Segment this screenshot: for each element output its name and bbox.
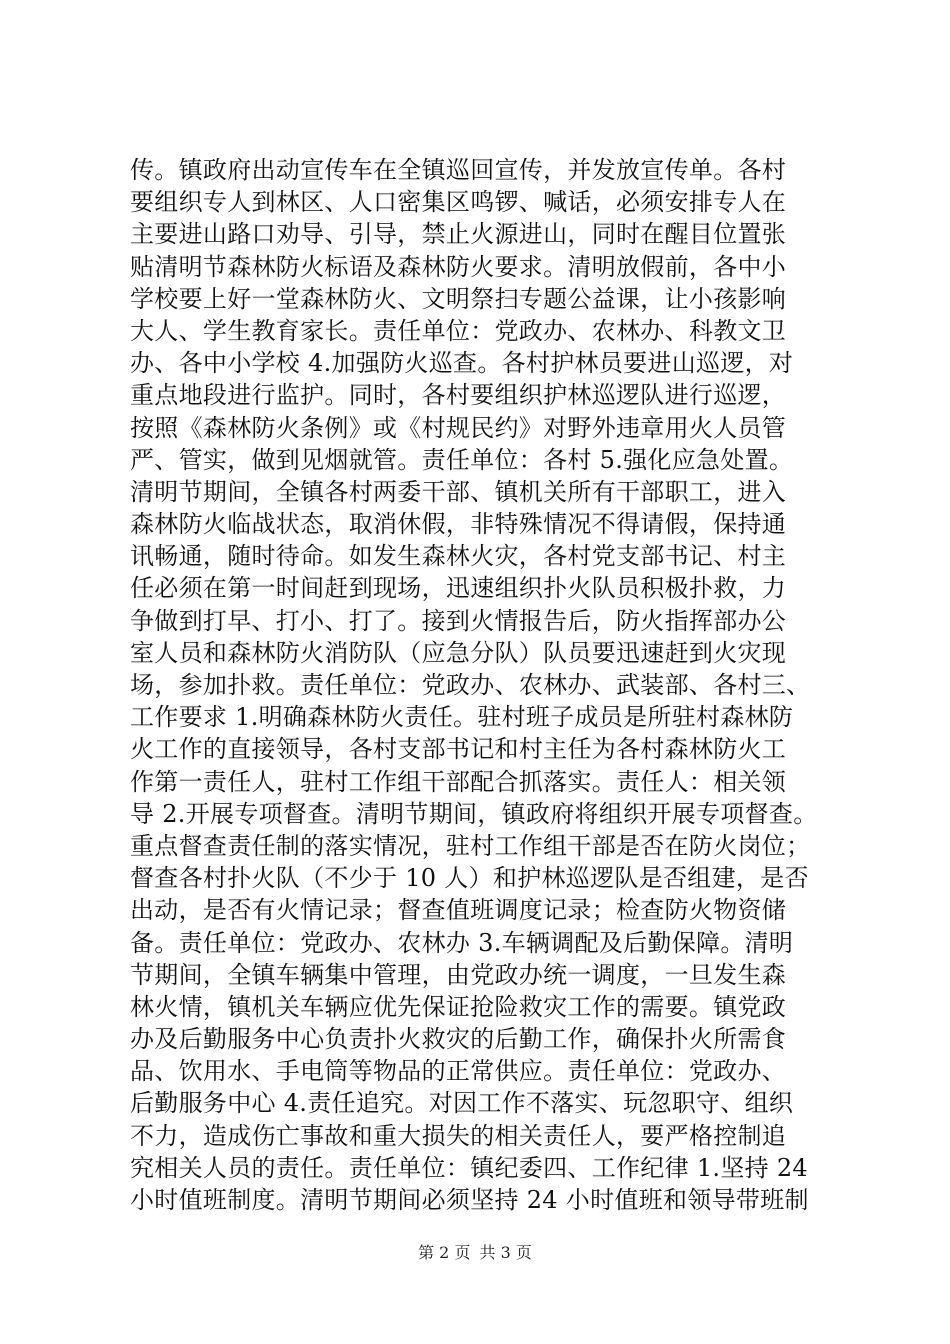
text-line: 重点地段进行监护。同时，各村要组织护林巡逻队进行巡逻，	[130, 381, 787, 410]
text-line: 节期间，全镇车辆集中管理，由党政办统一调度，一旦发生森	[130, 960, 787, 989]
text-line: 究相关人员的责任。责任单位：镇纪委四、工作纪律 1.坚持 24	[130, 1153, 808, 1182]
text-line: 工作要求 1.明确森林防火责任。驻村班子成员是所驻村森林防	[130, 703, 794, 732]
text-line: 场，参加扑救。责任单位：党政办、农林办、武装部、各村三、	[130, 671, 811, 699]
text-line: 品、饮用水、手电筒等物品的正常供应。责任单位：党政办、	[130, 1057, 787, 1086]
text-line: 督查各村扑火队（不少于 10 人）和护林巡逻队是否组建，是否	[130, 864, 809, 893]
text-line: 作第一责任人，驻村工作组干部配合抓落实。责任人：相关领	[130, 767, 787, 796]
text-line: 主要进山路口劝导、引导，禁止火源进山，同时在醒目位置张	[130, 220, 787, 249]
text-line: 要组织专人到林区、人口密集区鸣锣、喊话，必须安排专人在	[130, 188, 787, 217]
text-line: 林火情，镇机关车辆应优先保证抢险救灾工作的需要。镇党政	[130, 992, 787, 1021]
text-line: 任必须在第一时间赶到现场，迅速组织扑火队员积极扑救，力	[130, 574, 787, 603]
text-line: 学校要上好一堂森林防火、文明祭扫专题公益课，让小孩影响	[130, 284, 787, 313]
text-line: 重点督查责任制的落实情况，驻村工作组干部是否在防火岗位；	[130, 831, 811, 860]
text-line: 出动，是否有火情记录；督查值班调度记录；检查防火物资储	[130, 896, 787, 925]
text-line: 大人、学生教育家长。责任单位：党政办、农林办、科教文卫	[130, 316, 787, 345]
text-line: 火工作的直接领导，各村支部书记和村主任为各村森林防火工	[130, 735, 787, 764]
text-line: 室人员和森林防火消防队（应急分队）队员要迅速赶到火灾现	[130, 638, 787, 667]
text-line: 办、各中小学校 4.加强防火巡查。各村护林员要进山巡逻，对	[130, 349, 794, 378]
text-line: 导 2.开展专项督查。清明节期间，镇政府将组织开展专项督查。	[130, 799, 818, 828]
page-total: 共 3 页	[479, 1243, 532, 1262]
text-line: 不力，造成伤亡事故和重大损失的相关责任人，要严格控制追	[130, 1121, 787, 1150]
text-line: 小时值班制度。清明节期间必须坚持 24 小时值班和领导带班制	[130, 1186, 809, 1214]
text-line: 讯畅通，随时待命。如发生森林火灾，各村党支部书记、村主	[130, 542, 787, 571]
page-number: 第 2 页	[418, 1243, 471, 1262]
text-line: 按照《森林防火条例》或《村规民约》对野外违章用火人员管	[130, 413, 787, 442]
text-line: 后勤服务中心 4.责任追究。对因工作不落实、玩忽职守、组织	[130, 1089, 794, 1118]
text-line: 清明节期间，全镇各村两委干部、镇机关所有干部职工，进入	[130, 477, 787, 506]
text-line: 办及后勤服务中心负责扑火救灾的后勤工作，确保扑火所需食	[130, 1025, 787, 1054]
text-line: 严、管实，做到见烟就管。责任单位：各村 5.强化应急处置。	[130, 445, 794, 474]
text-line: 备。责任单位：党政办、农林办 3.车辆调配及后勤保障。清明	[130, 928, 794, 957]
text-line: 传。镇政府出动宣传车在全镇巡回宣传，并发放宣传单。各村	[130, 156, 787, 184]
text-line: 森林防火临战状态，取消休假，非特殊情况不得请假，保持通	[130, 510, 787, 539]
text-line: 贴清明节森林防火标语及森林防火要求。清明放假前，各中小	[130, 252, 787, 281]
text-line: 争做到打早、打小、打了。接到火情报告后，防火指挥部办公	[130, 606, 787, 635]
body-text	[130, 154, 830, 1216]
page-footer	[0, 1242, 950, 1264]
